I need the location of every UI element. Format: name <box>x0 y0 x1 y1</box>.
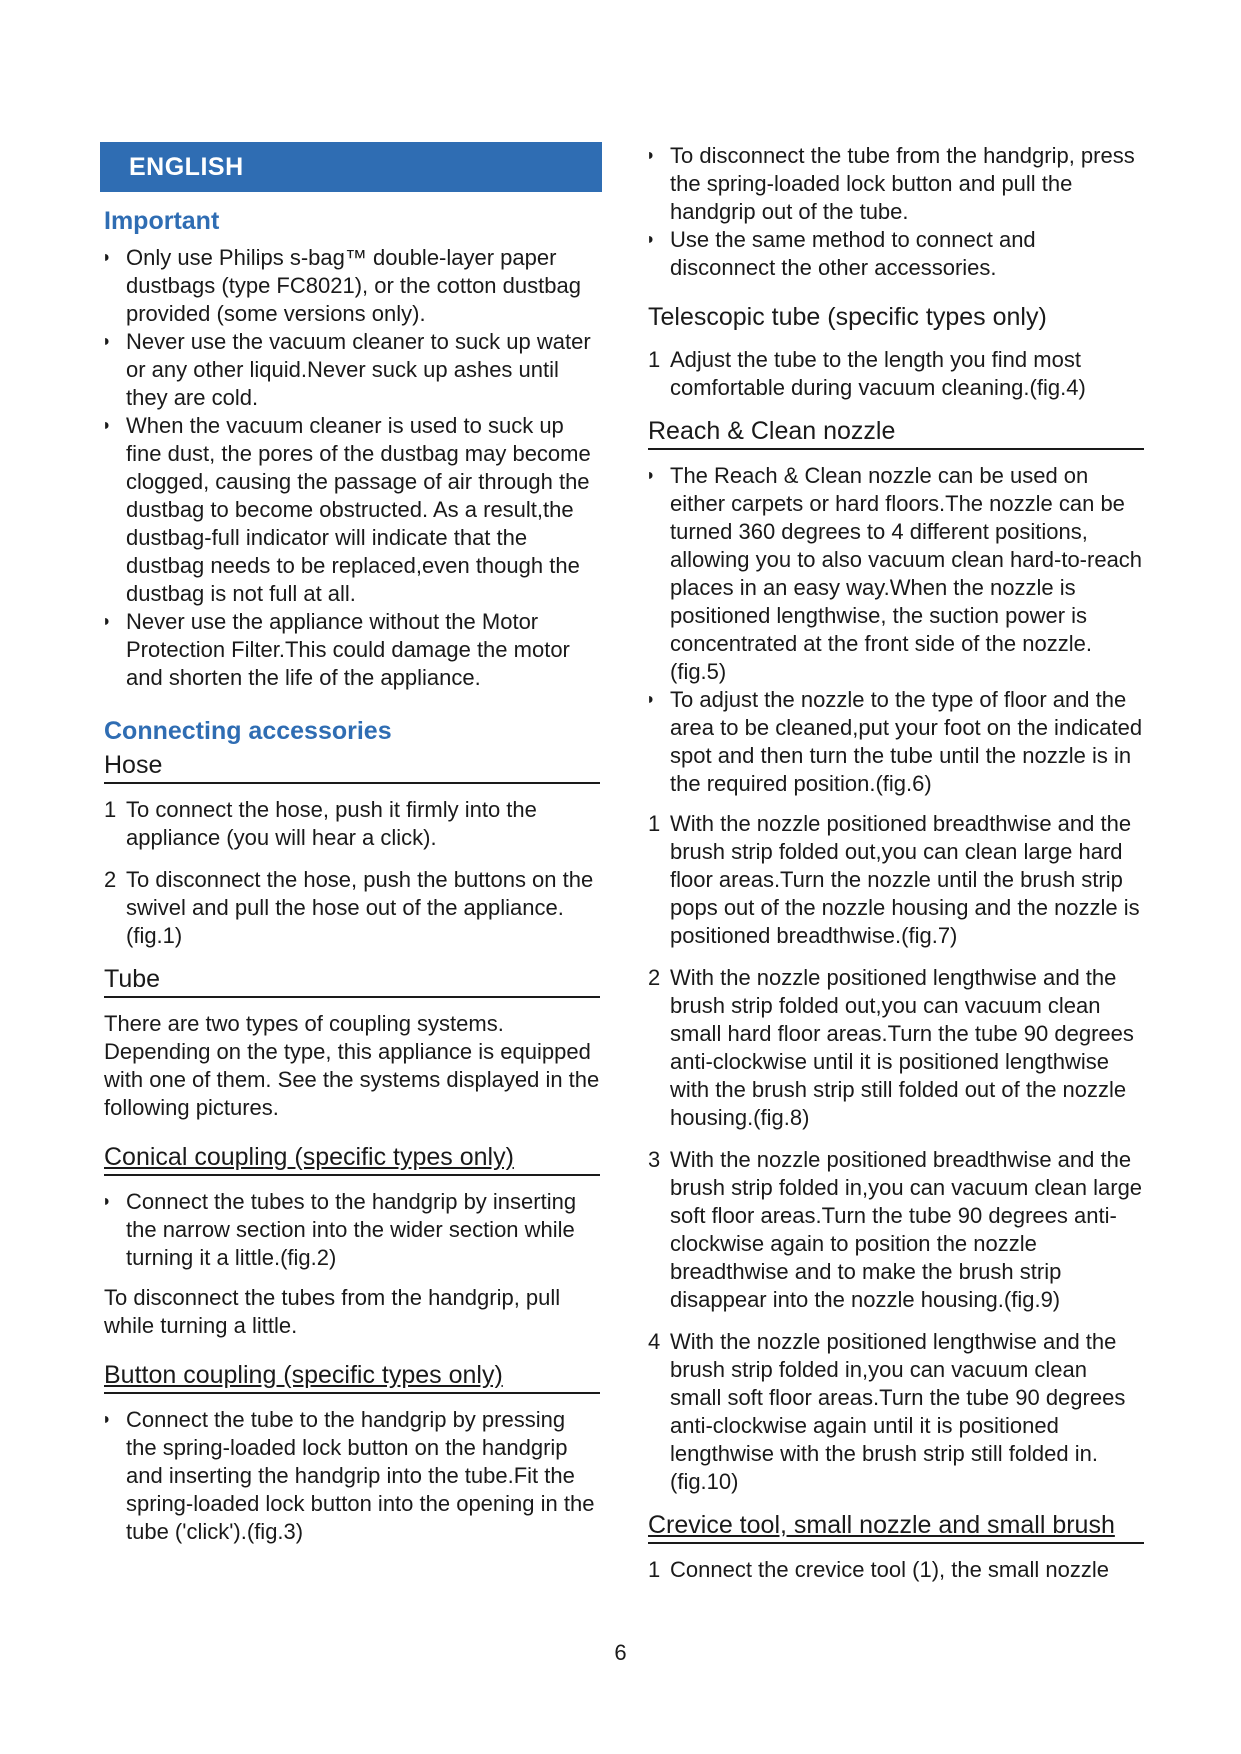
reach-clean-steps <box>648 810 1144 1496</box>
important-title: Important <box>104 207 220 235</box>
list-item: 2 With the nozzle positioned lengthwise and the brush strip folded out,you can vacuum clean small hard floor areas.Turn the tube 90 degrees anti-clockwise until it is positioned lengthwise with the brush strip still folded out of the nozzle housing.(fig.8) <box>648 965 1134 1130</box>
disconnect-list <box>648 142 1144 282</box>
list-item: 1 To connect the hose, push it firmly into the appliance (you will hear a click). <box>104 797 537 850</box>
hose-title: Hose <box>104 750 600 784</box>
important-list <box>104 244 600 692</box>
button-list <box>104 1406 600 1546</box>
list-item: ◗ Only use Philips s-bag™ double-layer paper dustbags (type FC8021), or the cotton dustbag provided (some versions only). <box>104 244 600 328</box>
list-item: 1 Connect the crevice tool (1), the small nozzle <box>648 1557 1109 1582</box>
telescopic-steps <box>648 346 1144 402</box>
reach-clean-list <box>648 462 1144 798</box>
list-item: 4 With the nozzle positioned lengthwise and the brush strip folded in,you can vacuum clean small soft floor areas.Turn the tube 90 degrees anti-clockwise again until it is positioned lengthwise with the brush strip still folded in.(fig.10) <box>648 1329 1126 1494</box>
tube-title: Tube <box>104 964 600 998</box>
reach-clean-title: Reach & Clean nozzle <box>648 416 1144 450</box>
list-item: ◗ Connect the tubes to the handgrip by inserting the narrow section into the wider section while turning it a little.(fig.2) <box>104 1188 600 1272</box>
tube-text: There are two types of coupling systems. Depending on the type, this appliance is equipped with one of them. See the systems displayed in the following pictures. <box>104 1011 600 1120</box>
list-item: 1 With the nozzle positioned breadthwise and the brush strip folded out,you can clean large hard floor areas.Turn the nozzle until the brush strip pops out of the nozzle housing and the nozzle is positioned breadthwise.(fig.7) <box>648 811 1140 948</box>
conical-text: To disconnect the tubes from the handgrip, pull while turning a little. <box>104 1285 561 1338</box>
hose-steps <box>104 796 600 950</box>
conical-coupling-title: Conical coupling (specific types only) <box>104 1142 600 1176</box>
telescopic-tube-title: Telescopic tube (specific types only) <box>648 303 1047 331</box>
list-item: ◗ When the vacuum cleaner is used to suck up fine dust, the pores of the dustbag may become clogged, causing the passage of air through the dustbag to become obstructed. As a result,the dustbag-full indicator will indicate that the dustbag needs to be replaced,even though the dustbag is not full at all. <box>104 412 600 608</box>
list-item: ◗ To adjust the nozzle to the type of floor and the area to be cleaned,put your foot on the indicated spot and then turn the tube until the nozzle is in the required position.(fig.6) <box>648 686 1144 798</box>
list-item: ◗ The Reach & Clean nozzle can be used on either carpets or hard floors.The nozzle can be turned 360 degrees to 4 different positions, allowing you to also vacuum clean hard-to-reach places in an easy way.When the nozzle is positioned lengthwise, the suction power is concentrated at the front side of the nozzle.(fig.5) <box>648 462 1144 686</box>
list-item: ◗ Never use the appliance without the Motor Protection Filter.This could damage the motor and shorten the life of the appliance. <box>104 608 600 692</box>
list-item: ◗ Never use the vacuum cleaner to suck up water or any other liquid.Never suck up ashes until they are cold. <box>104 328 600 412</box>
list-item: 1 Adjust the tube to the length you find most comfortable during vacuum cleaning.(fig.4) <box>648 347 1086 400</box>
crevice-tool-title: Crevice tool, small nozzle and small brush <box>648 1510 1144 1544</box>
connecting-accessories-title: Connecting accessories <box>104 717 392 745</box>
list-item: ◗ To disconnect the tube from the handgrip, press the spring-loaded lock button and pull the handgrip out of the tube. <box>648 142 1144 226</box>
list-item: 3 With the nozzle positioned breadthwise and the brush strip folded in,you can vacuum clean large soft floor areas.Turn the tube 90 degrees anti-clockwise again to position the nozzle breadthwise and to make the brush strip disappear into the nozzle housing.(fig.9) <box>648 1147 1143 1312</box>
conical-list <box>104 1188 600 1272</box>
list-item: ◗ Use the same method to connect and disconnect the other accessories. <box>648 226 1144 282</box>
page-number: 6 <box>614 1640 627 1665</box>
button-coupling-title: Button coupling (specific types only) <box>104 1360 600 1394</box>
list-item: ◗ Connect the tube to the handgrip by pressing the spring-loaded lock button on the handgrip and inserting the handgrip into the tube.Fit the spring-loaded lock button into the opening in the tube ('click').(fig.3) <box>104 1406 600 1546</box>
left-column <box>104 142 600 1546</box>
right-column <box>648 142 1144 1598</box>
crevice-steps <box>648 1556 1144 1584</box>
list-item: 2 To disconnect the hose, push the buttons on the swivel and pull the hose out of the appliance.(fig.1) <box>104 867 594 948</box>
language-header: ENGLISH <box>100 142 602 192</box>
